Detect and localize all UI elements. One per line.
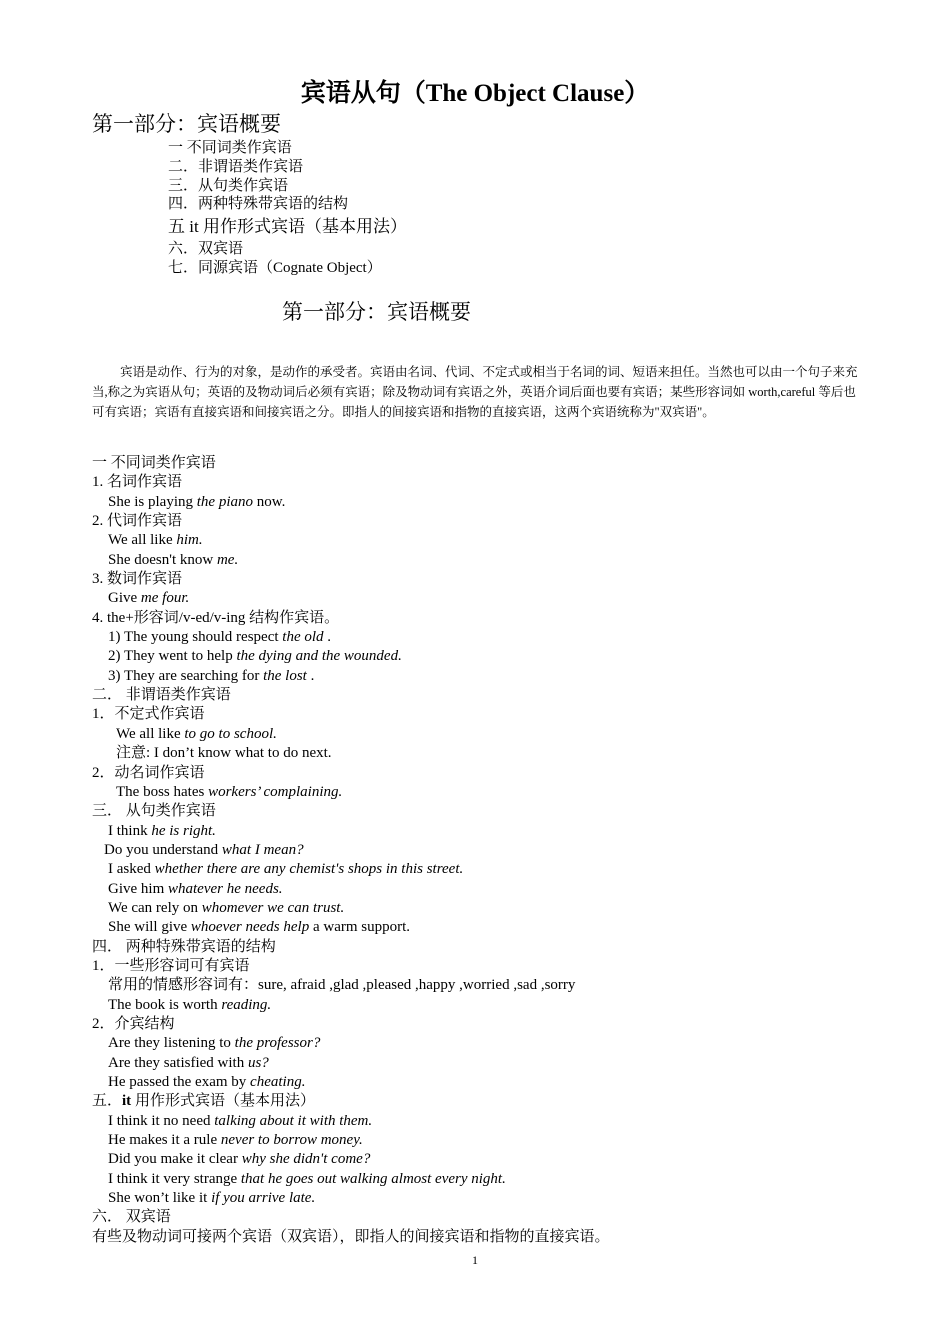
section-heading: 四． 两种特殊带宾语的结构 bbox=[92, 938, 276, 955]
toc-item: 二．非谓语类作宾语 bbox=[168, 158, 304, 175]
example-sentence: Are they satisfied with us? bbox=[108, 1054, 269, 1071]
document-body bbox=[92, 454, 892, 1247]
toc-item: 五 it 用作形式宾语（基本用法） bbox=[168, 217, 407, 237]
example-sentence: Do you understand what I mean? bbox=[104, 841, 304, 858]
example-sentence: We all like to go to school. bbox=[116, 725, 277, 742]
section-heading: 二． 非谓语类作宾语 bbox=[92, 687, 231, 704]
toc-item: 四．两种特殊带宾语的结构 bbox=[168, 196, 349, 213]
subsection-heading: 1. 名词作宾语 bbox=[92, 474, 183, 491]
example-sentence: 3) They are searching for the lost . bbox=[108, 667, 315, 684]
example-sentence: She is playing the piano now. bbox=[108, 493, 286, 510]
section-heading: 五．it 用作形式宾语（基本用法） bbox=[92, 1093, 315, 1110]
example-sentence: I think he is right. bbox=[108, 822, 216, 839]
example-sentence: Are they listening to the professor? bbox=[108, 1035, 321, 1052]
example-sentence: Did you make it clear why she didn't come? bbox=[108, 1151, 371, 1168]
example-sentence: Give me four. bbox=[108, 590, 190, 607]
example-sentence: She won’t like it if you arrive late. bbox=[108, 1190, 316, 1207]
note-line: 常用的情感形容词有：sure, afraid ,glad ,pleased ,happy ,worried ,sad ,sorry bbox=[108, 977, 576, 994]
subsection-heading: 2. 代词作宾语 bbox=[92, 513, 183, 530]
subsection-heading: 2．动名词作宾语 bbox=[92, 764, 205, 781]
example-sentence: I think it very strange that he goes out walking almost every night. bbox=[108, 1170, 506, 1187]
section-heading: 六． 双宾语 bbox=[92, 1209, 171, 1226]
example-sentence: I asked whether there are any chemist's shops in this street. bbox=[108, 861, 464, 878]
example-sentence: 1) The young should respect the old . bbox=[108, 629, 332, 646]
page-title: 宾语从句（The Object Clause） bbox=[300, 80, 650, 107]
subsection-heading: 3. 数词作宾语 bbox=[92, 571, 183, 588]
example-sentence: We can rely on whomever we can trust. bbox=[108, 899, 345, 916]
example-sentence: She will give whoever needs help a warm support. bbox=[108, 919, 411, 936]
section-title: 第一部分：宾语概要 bbox=[282, 300, 471, 324]
toc-item: 一 不同词类作宾语 bbox=[168, 140, 292, 156]
example-sentence: We all like him. bbox=[108, 532, 203, 549]
part-heading: 第一部分：宾语概要 bbox=[92, 112, 281, 136]
example-sentence: 2) They went to help the dying and the wounded. bbox=[108, 648, 402, 665]
example-sentence: The boss hates workers’ complaining. bbox=[116, 783, 343, 800]
page-number: 1 bbox=[472, 1253, 478, 1267]
subsection-heading: 2．介宾结构 bbox=[92, 1015, 175, 1032]
toc-item: 三．从句类作宾语 bbox=[168, 177, 289, 194]
subsection-heading: 4. the+形容词/v-ed/v-ing 结构作宾语。 bbox=[92, 609, 340, 626]
example-sentence: He passed the exam by cheating. bbox=[108, 1074, 306, 1090]
section-heading: 三． 从句类作宾语 bbox=[92, 803, 216, 820]
example-sentence: She doesn't know me. bbox=[108, 551, 239, 568]
toc-item: 七．同源宾语（Cognate Object） bbox=[168, 259, 382, 276]
example-sentence: Give him whatever he needs. bbox=[108, 880, 283, 897]
body-text: 有些及物动词可接两个宾语（双宾语），即指人的间接宾语和指物的直接宾语。 bbox=[92, 1228, 610, 1245]
table-of-contents bbox=[168, 139, 407, 278]
example-sentence: I think it no need talking about it with them. bbox=[108, 1112, 373, 1129]
note-line: 注意: I don’t know what to do next. bbox=[116, 745, 332, 762]
subsection-heading: 1．一些形容词可有宾语 bbox=[92, 957, 250, 974]
subsection-heading: 1．不定式作宾语 bbox=[92, 706, 205, 723]
intro-paragraph: 宾语是动作、行为的对象，是动作的承受者。宾语由名词、代词、不定式或相当于名词的词、短语来担任。当然也可以由一个句子来充当,称之为宾语从句；英语的及物动词后必须有宾语；除及物动词有宾语之外，英语介词后面也要有宾语；某些形容词如 worth,careful 等后也可有宾语；宾语有直接宾语和间接宾语之分。即指人的间接宾语和指物的直接宾语，这两个宾语统称为"双宾语"。 bbox=[92, 365, 858, 419]
toc-item: 六．双宾语 bbox=[168, 241, 244, 258]
section-heading: 一 不同词类作宾语 bbox=[92, 455, 216, 471]
example-sentence: He makes it a rule never to borrow money. bbox=[108, 1132, 363, 1149]
example-sentence: The book is worth reading. bbox=[108, 996, 272, 1013]
